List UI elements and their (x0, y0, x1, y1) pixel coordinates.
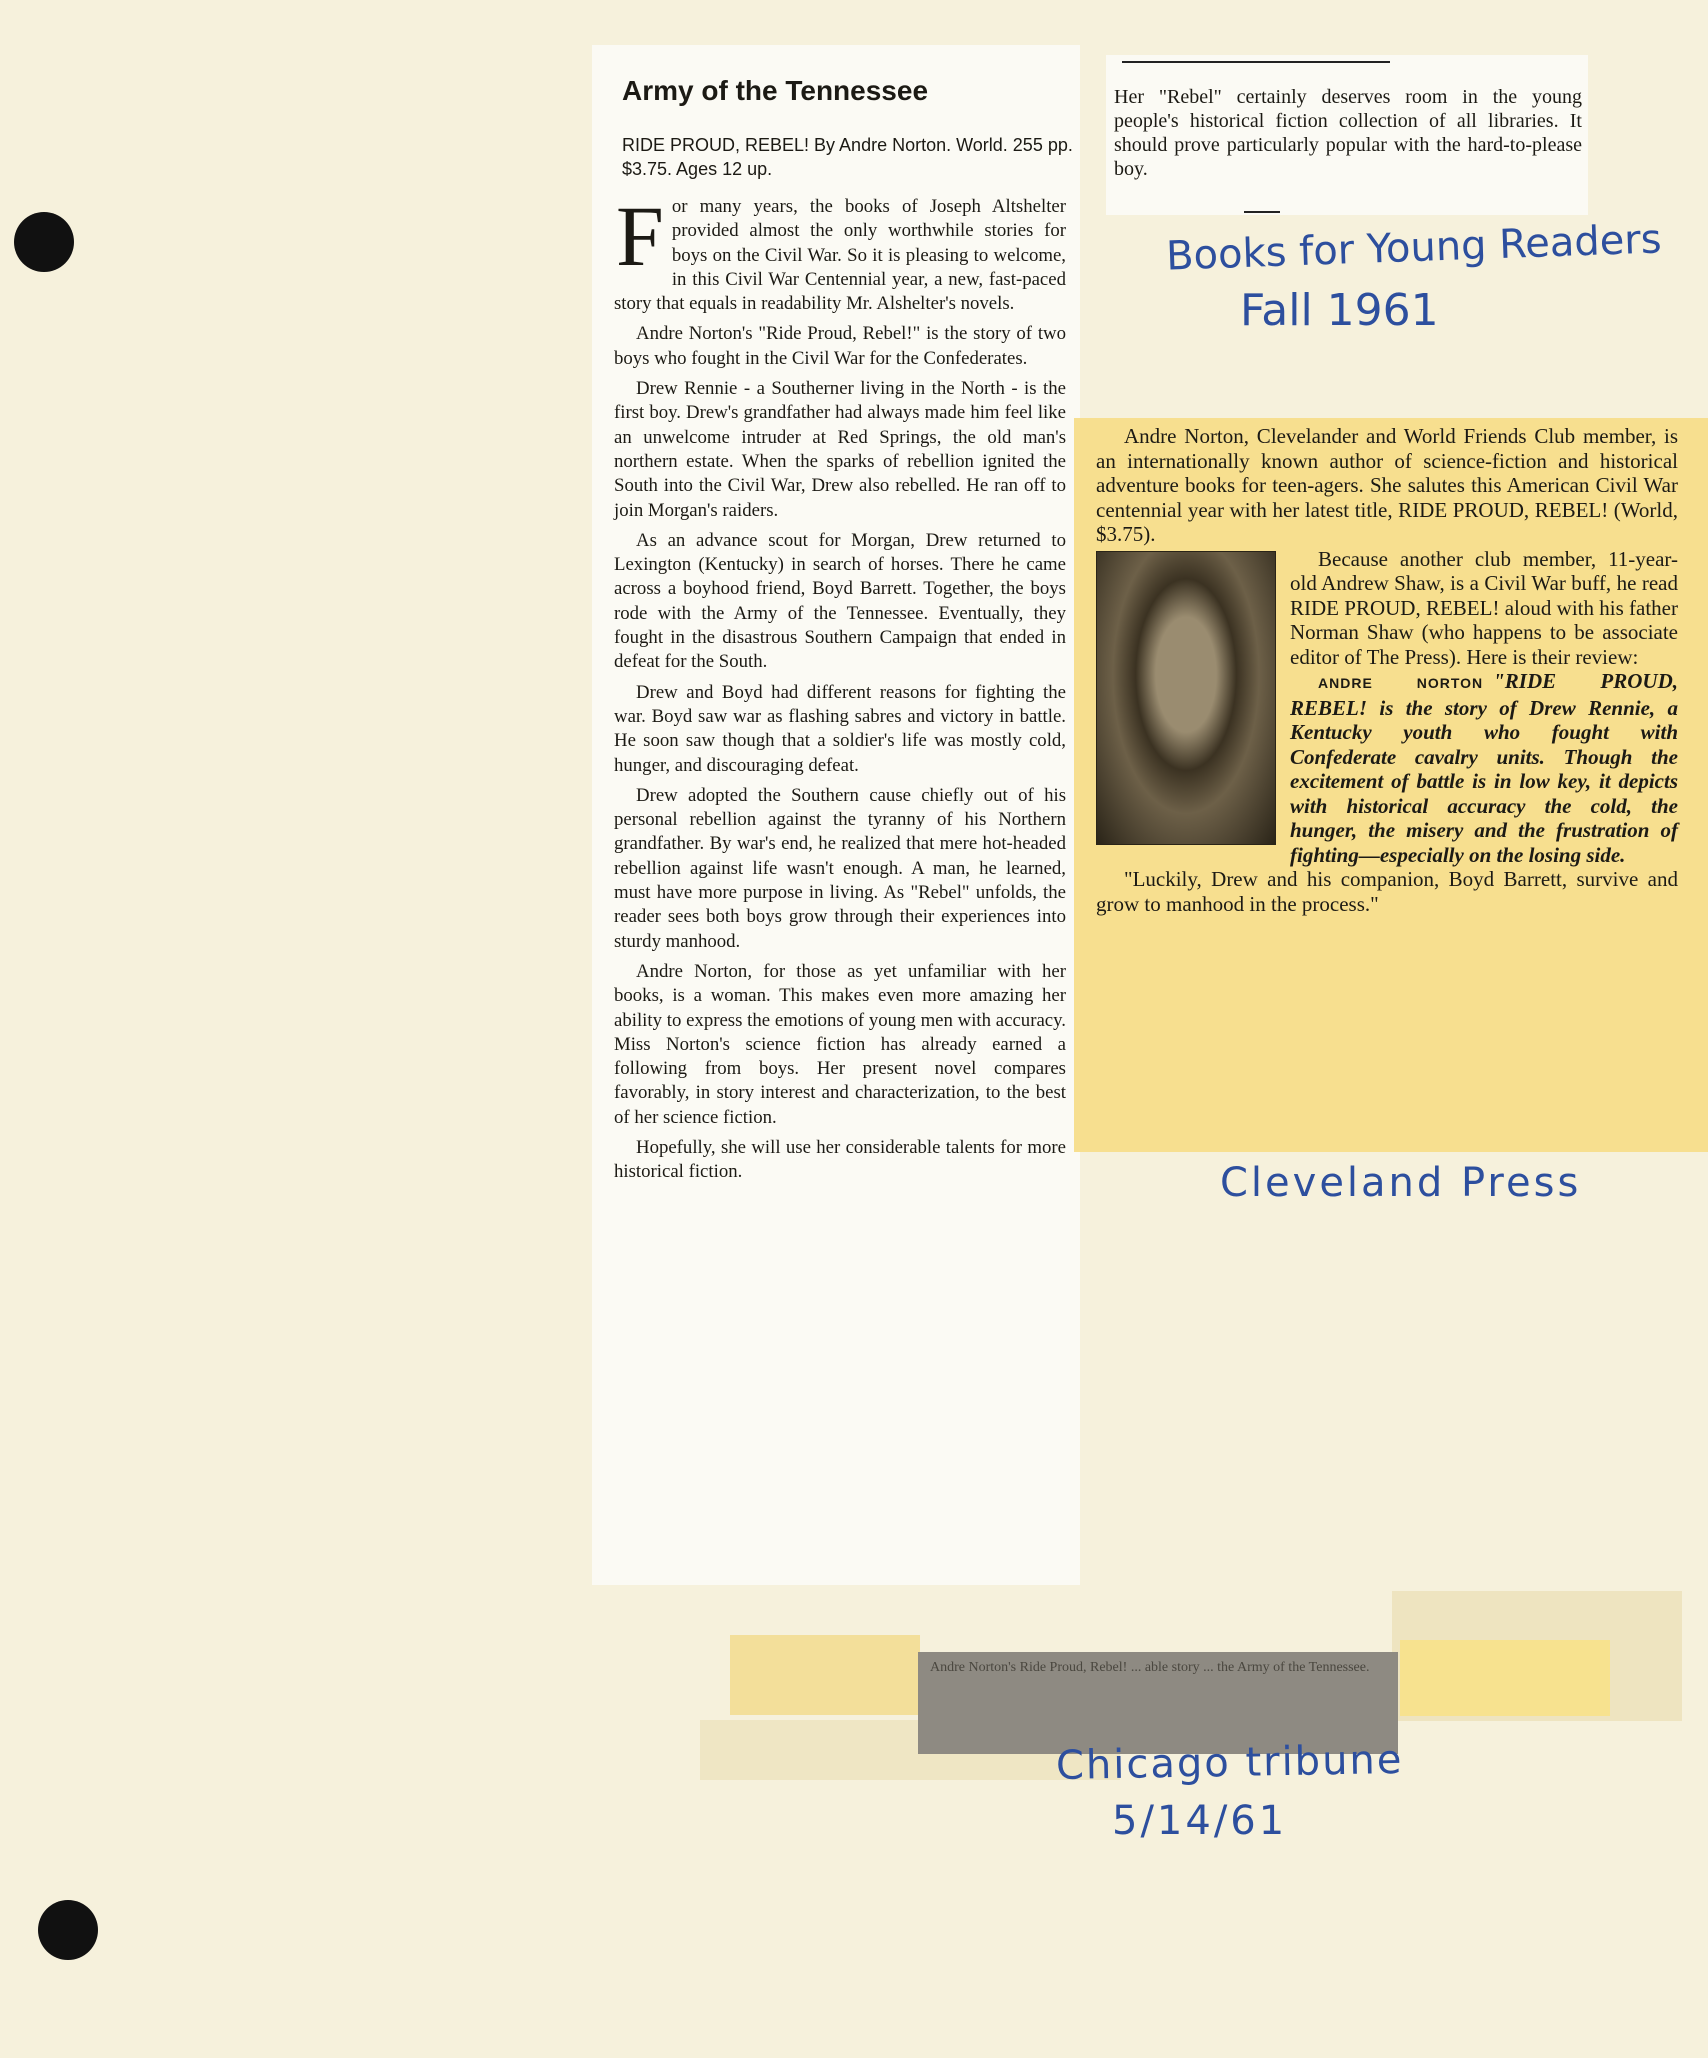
clipping-byline: RIDE PROUD, REBEL! By Andre Norton. World. 255 pp. $3.75. Ages 12 up. (622, 135, 1073, 179)
tape-piece (730, 1635, 920, 1715)
continuation-text: Her "Rebel" certainly deserves room in the young people's historical fiction collection of all libraries. It should prove particularly popular with the hard-to-please boy. (1114, 86, 1582, 180)
handwritten-note-date: 5/14/61 (1112, 1798, 1288, 1844)
clipping-paragraph: For many years, the books of Joseph Altshelter provided almost the only worthwhile stories for boys on the Civil War. So it is pleasing to welcome, in this Civil War Centennial year, a new, fast-paced story that equals in readability Mr. Alshelter's novels. (614, 188, 1066, 315)
press-text (1096, 424, 1678, 916)
handwritten-note-cleveland-press: Cleveland Press (1220, 1160, 1582, 1206)
punch-hole-top (14, 212, 74, 272)
press-paragraph: Because another club member, 11-year-old Andrew Shaw, is a Civil War buff, he read RIDE PROUD, REBEL! aloud with his father Norman Shaw (who happens to be associate editor of The Press). Here is their review: (1290, 546, 1678, 669)
review-clipping-army-of-the-tennessee (592, 45, 1080, 1585)
clipping-body (614, 188, 1066, 1191)
end-rule (1244, 211, 1280, 213)
author-photo (1096, 551, 1276, 845)
clipping-paragraph: Drew and Boyd had different reasons for fighting the war. Boyd saw war as flashing sabres and victory in battle. He soon saw though that a soldier's life was mostly cold, hunger, and discouraging defeat. (614, 681, 1066, 776)
handwritten-note-books: Books for Young Readers (1165, 216, 1663, 280)
press-closing: "Luckily, Drew and his companion, Boyd Barrett, survive and grow to manhood in the process." (1096, 867, 1678, 916)
press-paragraph: Andre Norton, Clevelander and World Friends Club member, is an internationally known author of science-fiction and historical adventure books for teen-agers. She salutes this American Civil War centennial year with her latest title, RIDE PROUD, REBEL! (World, $3.75). (1096, 424, 1678, 546)
handwritten-note-chicago-tribune: Chicago tribune (1055, 1736, 1404, 1790)
clipping-paragraph: Andre Norton, for those as yet unfamiliar with her books, is a woman. This makes even more amazing her ability to express the emotions of young men with accuracy. Miss Norton's science fiction has already earned a following from boys. Her present novel compares favorably, in story interest and characterization, to the best of her science fiction. (614, 960, 1066, 1128)
clipping-paragraph: Drew Rennie - a Southerner living in the North - is the first boy. Drew's grandfather had always made him feel like an unwelcome intruder at Red Springs, the old man's northern estate. When the sparks of rebellion ignited the South into the Civil War, Drew also rebelled. He ran off to join Morgan's raiders. (614, 378, 1066, 521)
clipping-paragraph: Hopefully, she will use her considerable talents for more historical fiction. (614, 1136, 1066, 1183)
clipping-headline: Army of the Tennessee (622, 75, 929, 106)
punch-hole-bottom (38, 1900, 98, 1960)
cleveland-press-clipping (1074, 418, 1708, 1152)
column-rule (1122, 61, 1390, 63)
press-review: "RIDE PROUD, REBEL! is the story of Drew Rennie, a Kentucky youth who fought with Confederate cavalry units. Though the excitement of battle is in low key, it depicts with historical accuracy the cold, the hunger, the misery and the frustration of fighting—especially on the losing side. (1290, 669, 1679, 867)
review-continuation-clipping (1106, 55, 1588, 215)
handwritten-note-fall: Fall 1961 (1240, 285, 1439, 336)
clipping-paragraph: As an advance scout for Morgan, Drew returned to Lexington (Kentucky) in search of horses. There he came across a boyhood friend, Boyd Barrett. Together, the boys rode with the Army of the Tennessee. Eventually, they fought in the disastrous Southern Campaign that ended in defeat for the South. (614, 529, 1066, 673)
tribune-fragment-text: Andre Norton's Ride Proud, Rebel! ... able story ... the Army of the Tennessee. (930, 1660, 1370, 1675)
clipping-paragraph: Drew adopted the Southern cause chiefly out of his personal rebellion against the tyranny of his Northern grandfather. By war's end, he realized that mere hot-headed rebellion against life wasn't enough. A man, he learned, must have more purpose in living. As "Rebel" unfolds, the reader sees both boys grow through their experiences into sturdy manhood. (614, 784, 1066, 952)
photo-caption: ANDRE NORTON (1318, 675, 1484, 691)
tape-piece (1400, 1640, 1610, 1716)
clipping-paragraph: Andre Norton's "Ride Proud, Rebel!" is the story of two boys who fought in the Civil War for the Confederates. (614, 323, 1066, 369)
